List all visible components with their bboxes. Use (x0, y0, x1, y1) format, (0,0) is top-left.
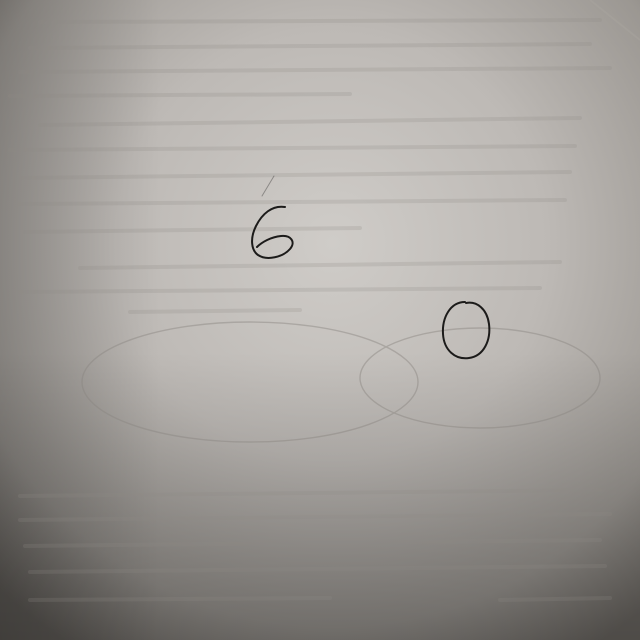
handwritten-six (252, 176, 293, 258)
handwritten-zero (443, 302, 489, 358)
